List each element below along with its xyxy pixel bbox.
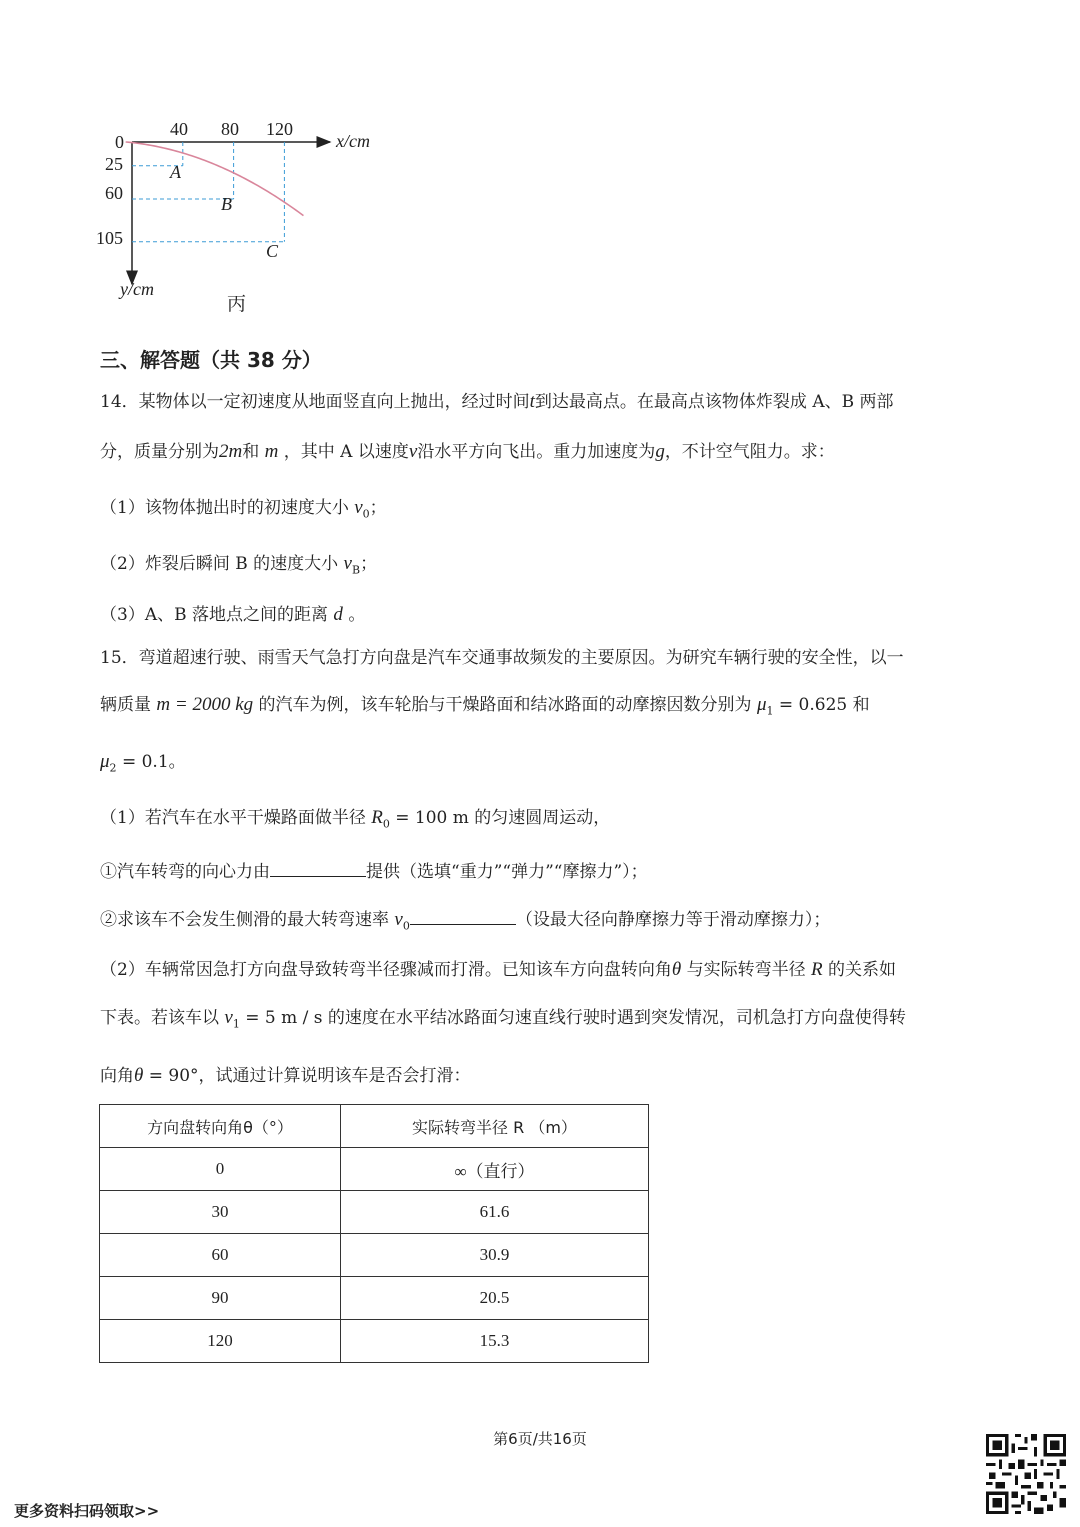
- q15-part2-line2: 下表。若该车以 $v_1 = 5$ m / s 的速度在水平结冰路面匀速直线行驶时遇到突发情况，司机急打方向盘使得转: [100, 1007, 906, 1031]
- table-header-angle: 方向盘转向角θ（°）: [100, 1105, 341, 1148]
- section-title: 三、解答题（共 38 分）: [100, 348, 322, 372]
- table-cell-angle: 120: [100, 1320, 341, 1363]
- table-cell-radius: 20.5: [341, 1277, 649, 1320]
- q14-sub1: （1）该物体抛出时的初速度大小 $v_0$；: [100, 497, 387, 521]
- x-tick-120: 120: [266, 119, 293, 139]
- table-header-radius: 实际转弯半径 R （m）: [341, 1105, 649, 1148]
- trajectory-curve: [126, 142, 304, 216]
- q15-part1: （1）若汽车在水平干燥路面做半径 $R_0 = 100$ m 的匀速圆周运动，: [100, 807, 611, 831]
- x-tick-40: 40: [170, 119, 188, 139]
- q15-part1-item1: ①汽车转弯的向心力由 提供（选填“重力”“弹力”“摩擦力”）；: [100, 858, 648, 884]
- table-cell-angle: 30: [100, 1191, 341, 1234]
- point-b-label: B: [221, 194, 232, 214]
- angle-radius-table: [99, 1104, 649, 1363]
- q15-part2-line1: （2）车辆常因急打方向盘导致转弯半径骤减而打滑。已知该车方向盘转向角θ 与实际转弯半径 R 的关系如: [100, 959, 896, 980]
- table-row: [100, 1148, 649, 1191]
- answer-blank[interactable]: [270, 858, 366, 877]
- origin-label: 0: [115, 132, 124, 152]
- answer-blank[interactable]: [410, 906, 516, 925]
- y-tick-60: 60: [105, 183, 123, 203]
- y-axis-label: y/cm: [120, 279, 154, 299]
- page-number: 第6页/共16页: [493, 1430, 587, 1448]
- y-tick-105: 105: [96, 228, 123, 248]
- qr-code-icon[interactable]: [986, 1434, 1066, 1514]
- q15-line2: 辆质量 m = 2000 kg 的汽车为例，该车轮胎与干燥路面和结冰路面的动摩擦因数分别为 $\mu_1 = 0.625$ 和: [100, 694, 870, 718]
- table-cell-radius: 30.9: [341, 1234, 649, 1277]
- q14-line1: 14．某物体以一定初速度从地面竖直向上抛出，经过时间t到达最高点。在最高点该物体炸裂成 A、B 两部: [100, 391, 894, 412]
- point-a-label: A: [170, 162, 181, 182]
- table-cell-radius: 61.6: [341, 1191, 649, 1234]
- q14-sub3: （3）A、B 落地点之间的距离 d 。: [100, 604, 366, 625]
- table-row: [100, 1234, 649, 1277]
- q15-part2-line3: 向角θ = 90°，试通过计算说明该车是否会打滑：: [100, 1065, 471, 1086]
- q14-line2: 分，质量分别为2m和 m ，其中 A 以速度v沿水平方向飞出。重力加速度为g，不计空气阻力。求：: [100, 441, 835, 462]
- q15-part1-item2: ②求该车不会发生侧滑的最大转弯速率 $v_0$ （设最大径向静摩擦力等于滑动摩擦力）；: [100, 906, 830, 938]
- table-cell-radius: ∞（直行）: [341, 1148, 649, 1191]
- figure-caption: 丙: [227, 294, 247, 315]
- q15-line3: $\mu_2 = 0.1$。: [100, 751, 186, 775]
- x-tick-80: 80: [221, 119, 239, 139]
- y-tick-25: 25: [105, 154, 123, 174]
- table-row: [100, 1277, 649, 1320]
- table-cell-angle: 90: [100, 1277, 341, 1320]
- table-row: [100, 1320, 649, 1363]
- x-axis-label: x/cm: [336, 131, 370, 151]
- q14-sub2: （2）炸裂后瞬间 B 的速度大小 $v_B$；: [100, 553, 378, 577]
- table-cell-angle: 60: [100, 1234, 341, 1277]
- table-cell-radius: 15.3: [341, 1320, 649, 1363]
- table-cell-angle: 0: [100, 1148, 341, 1191]
- trajectory-figure: [90, 112, 400, 322]
- q15-line1: 15．弯道超速行驶、雨雪天气急打方向盘是汽车交通事故频发的主要原因。为研究车辆行驶的安全性，以一: [100, 648, 904, 668]
- table-row: [100, 1191, 649, 1234]
- guide-lines: [132, 142, 284, 242]
- table-header-row: [100, 1105, 649, 1148]
- more-resources-link[interactable]: 更多资料扫码领取>>: [14, 1502, 160, 1520]
- point-c-label: C: [266, 241, 279, 261]
